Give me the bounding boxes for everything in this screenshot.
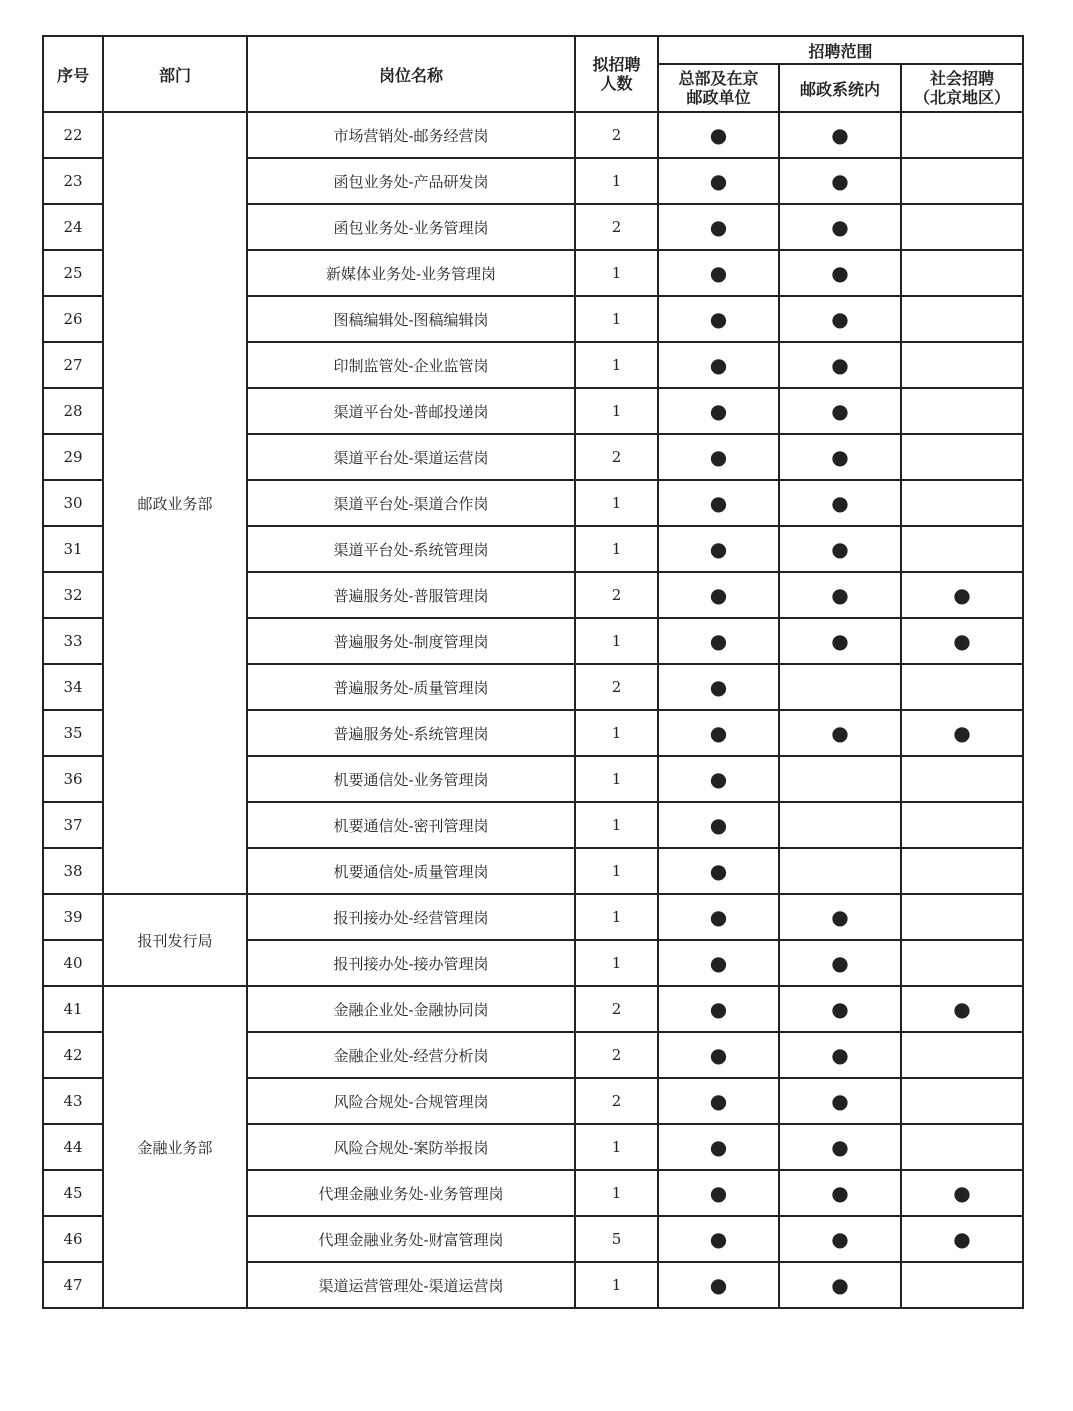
scope-postal-mark: ●: [779, 986, 901, 1032]
scope-postal-mark: ●: [779, 618, 901, 664]
scope-public-mark: [901, 480, 1023, 526]
row-post: 机要通信处-业务管理岗: [247, 756, 575, 802]
row-seq: 35: [43, 710, 103, 756]
row-post: 渠道平台处-渠道运营岗: [247, 434, 575, 480]
scope-hq-mark: ●: [658, 940, 779, 986]
scope-postal-mark: ●: [779, 1216, 901, 1262]
row-count: 1: [575, 894, 658, 940]
scope-public-mark: [901, 1078, 1023, 1124]
table-row: [43, 112, 1023, 158]
row-post: 函包业务处-业务管理岗: [247, 204, 575, 250]
row-post: 渠道运营管理处-渠道运营岗: [247, 1262, 575, 1308]
row-count: 1: [575, 710, 658, 756]
row-post: 机要通信处-质量管理岗: [247, 848, 575, 894]
scope-postal-mark: ●: [779, 250, 901, 296]
scope-postal-mark: [779, 848, 901, 894]
scope-postal-mark: ●: [779, 572, 901, 618]
row-post: 渠道平台处-系统管理岗: [247, 526, 575, 572]
header-scope-public-line2: （北京地区）: [914, 88, 1011, 107]
row-dept: 邮政业务部: [103, 112, 247, 894]
scope-hq-mark: ●: [658, 158, 779, 204]
row-count: 1: [575, 526, 658, 572]
row-count: 2: [575, 434, 658, 480]
row-post: 金融企业处-经营分析岗: [247, 1032, 575, 1078]
scope-postal-mark: ●: [779, 158, 901, 204]
row-seq: 42: [43, 1032, 103, 1078]
scope-hq-mark: ●: [658, 618, 779, 664]
table-body: [43, 112, 1023, 1308]
header-scope-public: [901, 64, 1023, 112]
header-count-line1: 拟招聘: [592, 55, 641, 74]
row-post: 普遍服务处-质量管理岗: [247, 664, 575, 710]
row-count: 1: [575, 342, 658, 388]
scope-hq-mark: ●: [658, 802, 779, 848]
row-count: 1: [575, 1262, 658, 1308]
scope-hq-mark: ●: [658, 710, 779, 756]
scope-public-mark: [901, 1262, 1023, 1308]
row-post: 报刊接办处-经营管理岗: [247, 894, 575, 940]
scope-public-mark: [901, 1032, 1023, 1078]
scope-public-mark: [901, 894, 1023, 940]
row-seq: 44: [43, 1124, 103, 1170]
row-count: 1: [575, 158, 658, 204]
row-seq: 40: [43, 940, 103, 986]
header-scope-hq-line1: 总部及在京: [678, 69, 759, 88]
row-seq: 33: [43, 618, 103, 664]
row-post: 普遍服务处-普服管理岗: [247, 572, 575, 618]
scope-postal-mark: [779, 664, 901, 710]
row-count: 1: [575, 756, 658, 802]
scope-hq-mark: ●: [658, 664, 779, 710]
scope-postal-mark: ●: [779, 204, 901, 250]
row-count: 1: [575, 480, 658, 526]
row-post: 图稿编辑处-图稿编辑岗: [247, 296, 575, 342]
scope-postal-mark: ●: [779, 1032, 901, 1078]
row-post: 普遍服务处-系统管理岗: [247, 710, 575, 756]
scope-postal-mark: ●: [779, 1170, 901, 1216]
scope-postal-mark: ●: [779, 112, 901, 158]
row-count: 2: [575, 664, 658, 710]
header-count: [575, 36, 658, 112]
row-seq: 46: [43, 1216, 103, 1262]
scope-public-mark: [901, 526, 1023, 572]
scope-hq-mark: ●: [658, 1032, 779, 1078]
row-seq: 25: [43, 250, 103, 296]
row-seq: 39: [43, 894, 103, 940]
scope-hq-mark: ●: [658, 526, 779, 572]
scope-postal-mark: ●: [779, 480, 901, 526]
scope-postal-mark: ●: [779, 1078, 901, 1124]
scope-public-mark: [901, 848, 1023, 894]
scope-postal-mark: ●: [779, 342, 901, 388]
scope-postal-mark: ●: [779, 1262, 901, 1308]
scope-hq-mark: ●: [658, 1078, 779, 1124]
row-count: 2: [575, 1032, 658, 1078]
row-post: 渠道平台处-渠道合作岗: [247, 480, 575, 526]
row-seq: 41: [43, 986, 103, 1032]
row-seq: 29: [43, 434, 103, 480]
row-count: 2: [575, 986, 658, 1032]
scope-public-mark: ●: [901, 572, 1023, 618]
row-seq: 26: [43, 296, 103, 342]
scope-public-mark: [901, 802, 1023, 848]
scope-hq-mark: ●: [658, 388, 779, 434]
row-post: 代理金融业务处-财富管理岗: [247, 1216, 575, 1262]
row-count: 2: [575, 204, 658, 250]
scope-public-mark: ●: [901, 710, 1023, 756]
scope-postal-mark: [779, 802, 901, 848]
row-count: 1: [575, 296, 658, 342]
scope-hq-mark: ●: [658, 1216, 779, 1262]
row-seq: 31: [43, 526, 103, 572]
row-post: 市场营销处-邮务经营岗: [247, 112, 575, 158]
scope-hq-mark: ●: [658, 848, 779, 894]
row-count: 1: [575, 250, 658, 296]
row-post: 风险合规处-合规管理岗: [247, 1078, 575, 1124]
recruitment-table: [42, 35, 1024, 1309]
scope-postal-mark: ●: [779, 710, 901, 756]
scope-hq-mark: ●: [658, 112, 779, 158]
scope-public-mark: [901, 158, 1023, 204]
row-count: 1: [575, 848, 658, 894]
scope-public-mark: [901, 204, 1023, 250]
scope-postal-mark: ●: [779, 526, 901, 572]
scope-hq-mark: ●: [658, 1124, 779, 1170]
row-post: 金融企业处-金融协同岗: [247, 986, 575, 1032]
row-seq: 47: [43, 1262, 103, 1308]
row-dept: 金融业务部: [103, 986, 247, 1308]
scope-hq-mark: ●: [658, 342, 779, 388]
header-scope-postal: 邮政系统内: [779, 64, 901, 112]
scope-hq-mark: ●: [658, 572, 779, 618]
row-count: 2: [575, 572, 658, 618]
header-count-line2: 人数: [600, 74, 633, 93]
row-count: 2: [575, 1078, 658, 1124]
scope-public-mark: [901, 434, 1023, 480]
row-post: 报刊接办处-接办管理岗: [247, 940, 575, 986]
scope-hq-mark: ●: [658, 250, 779, 296]
scope-public-mark: [901, 664, 1023, 710]
row-post: 机要通信处-密刊管理岗: [247, 802, 575, 848]
scope-public-mark: [901, 250, 1023, 296]
scope-hq-mark: ●: [658, 296, 779, 342]
header-scope-hq: [658, 64, 779, 112]
row-seq: 45: [43, 1170, 103, 1216]
scope-public-mark: [901, 388, 1023, 434]
row-seq: 28: [43, 388, 103, 434]
row-count: 1: [575, 1124, 658, 1170]
row-count: 5: [575, 1216, 658, 1262]
row-seq: 23: [43, 158, 103, 204]
header-dept: 部门: [103, 36, 247, 112]
scope-hq-mark: ●: [658, 986, 779, 1032]
header-seq: 序号: [43, 36, 103, 112]
scope-public-mark: ●: [901, 1216, 1023, 1262]
row-count: 2: [575, 112, 658, 158]
row-seq: 24: [43, 204, 103, 250]
row-seq: 43: [43, 1078, 103, 1124]
scope-public-mark: [901, 1124, 1023, 1170]
scope-postal-mark: [779, 756, 901, 802]
row-count: 1: [575, 388, 658, 434]
row-post: 函包业务处-产品研发岗: [247, 158, 575, 204]
header-scope: 招聘范围: [658, 36, 1023, 64]
row-seq: 38: [43, 848, 103, 894]
table-row: [43, 894, 1023, 940]
scope-hq-mark: ●: [658, 894, 779, 940]
row-post: 风险合规处-案防举报岗: [247, 1124, 575, 1170]
row-seq: 37: [43, 802, 103, 848]
row-seq: 34: [43, 664, 103, 710]
scope-postal-mark: ●: [779, 894, 901, 940]
scope-postal-mark: ●: [779, 434, 901, 480]
scope-postal-mark: ●: [779, 940, 901, 986]
scope-postal-mark: ●: [779, 296, 901, 342]
row-post: 渠道平台处-普邮投递岗: [247, 388, 575, 434]
scope-hq-mark: ●: [658, 434, 779, 480]
row-count: 1: [575, 940, 658, 986]
row-count: 1: [575, 802, 658, 848]
row-seq: 32: [43, 572, 103, 618]
scope-public-mark: [901, 756, 1023, 802]
row-seq: 22: [43, 112, 103, 158]
row-seq: 27: [43, 342, 103, 388]
scope-public-mark: [901, 342, 1023, 388]
scope-public-mark: [901, 112, 1023, 158]
scope-postal-mark: ●: [779, 1124, 901, 1170]
scope-public-mark: ●: [901, 1170, 1023, 1216]
row-seq: 30: [43, 480, 103, 526]
scope-hq-mark: ●: [658, 204, 779, 250]
scope-hq-mark: ●: [658, 756, 779, 802]
scope-public-mark: ●: [901, 618, 1023, 664]
scope-public-mark: [901, 296, 1023, 342]
scope-public-mark: [901, 940, 1023, 986]
row-count: 1: [575, 1170, 658, 1216]
scope-hq-mark: ●: [658, 1262, 779, 1308]
row-count: 1: [575, 618, 658, 664]
row-post: 普遍服务处-制度管理岗: [247, 618, 575, 664]
row-post: 印制监管处-企业监管岗: [247, 342, 575, 388]
header-post: 岗位名称: [247, 36, 575, 112]
header-scope-hq-line2: 邮政单位: [686, 88, 751, 107]
row-seq: 36: [43, 756, 103, 802]
table-row: [43, 986, 1023, 1032]
scope-public-mark: ●: [901, 986, 1023, 1032]
scope-hq-mark: ●: [658, 1170, 779, 1216]
table-header: [43, 36, 1023, 112]
row-post: 代理金融业务处-业务管理岗: [247, 1170, 575, 1216]
header-scope-public-line1: 社会招聘: [930, 69, 995, 88]
scope-postal-mark: ●: [779, 388, 901, 434]
scope-hq-mark: ●: [658, 480, 779, 526]
row-post: 新媒体业务处-业务管理岗: [247, 250, 575, 296]
row-dept: 报刊发行局: [103, 894, 247, 986]
